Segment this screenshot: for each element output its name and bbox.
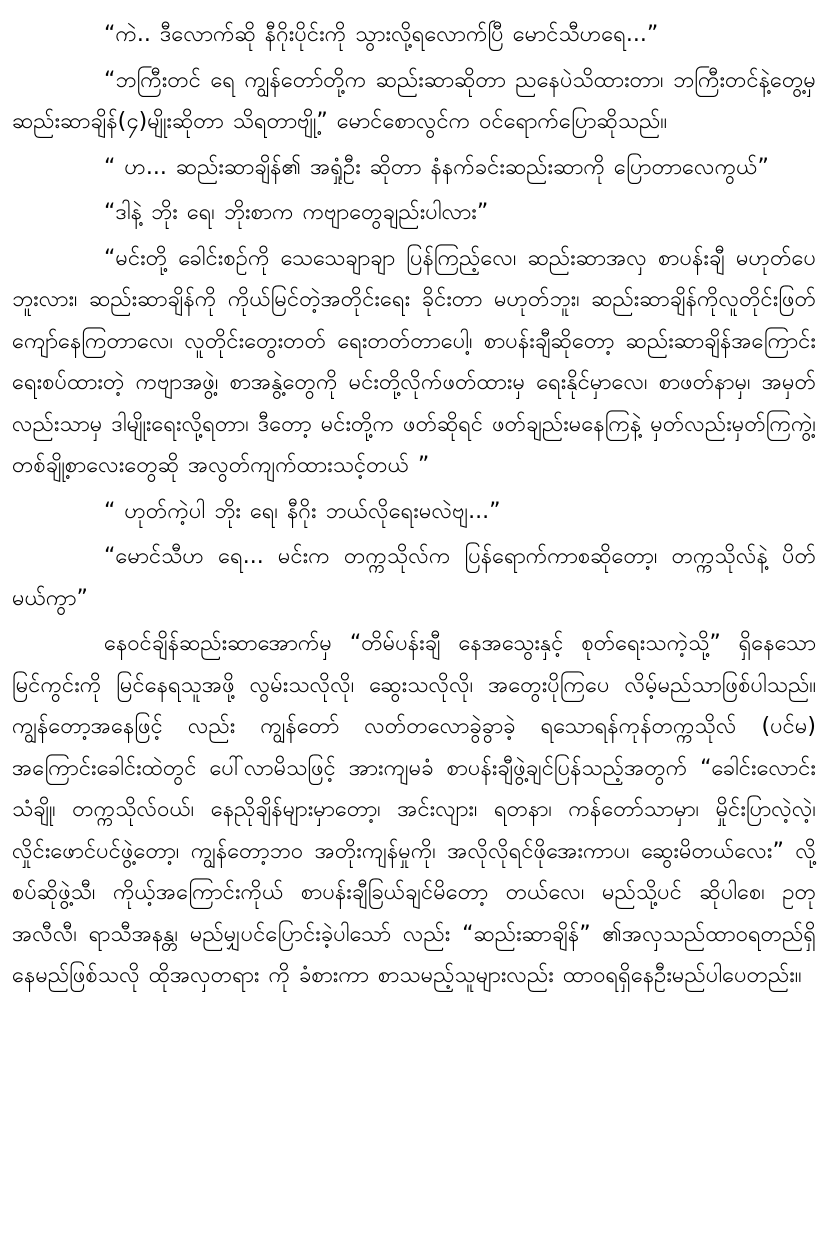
dialogue-paragraph: “ဒါနဲ့ ဘိုး ရေ၊ ဘိုးစာက ကဗျာတွေချည်းပါလား”	[104, 200, 489, 225]
dialogue-paragraph: “ ဟ... ဆည်းဆာချိန်၏ အရှုံဦး ဆိုတာ နံနက်ခင်းဆည်းဆာကို ပြောတာလေကွယ်”	[104, 154, 769, 180]
dialogue-paragraph: “ ဟုတ်ကဲ့ပါ ဘိုး ရေ၊ နီဂိုး ဘယ်လိုရေးမလဲဗျ...”	[104, 498, 501, 524]
dialogue-paragraph: “မင်းတို့ ခေါင်းစဉ်ကို သေသေချာချာ ပြန်ကြည့်လေ၊ ဆည်းဆာအလှ စာပန်းချီ မဟုတ်ပေဘူးလား၊ ဆည်းဆာချိန်ကို ကိုယ်မြင်တဲ့အတိုင်းရေး ခိုင်းတာ မဟုတ်ဘူး၊ ဆည်းဆာချိန်ကိုလူတိုင်းဖြတ်ကျော်နေကြတာလေ၊ လူတိုင်းတွေးတတ် ရေးတတ်တာပေါ့၊ စာပန်းချီဆိုတော့ ဆည်းဆာချိန်အကြောင်း ရေးစပ်ထားတဲ့ ကဗျာအဖွဲ့၊ စာအနွဲ့တွေကို မင်းတို့လိုက်ဖတ်ထားမှ ရေးနိုင်မှာလေ၊ စာဖတ်နာမှ၊ အမှတ် လည်းသာမှ ဒါမျိုးရေးလို့ရတာ၊ ဒီတော့ မင်းတို့က ဖတ်ဆိုရင် ဖတ်ချည်းမနေကြနဲ့ မှတ်လည်းမှတ်ကြကွဲ့၊ တစ်ချို့စာလေးတွေဆို အလွတ်ကျက်ထားသင့်တယ် ”	[12, 245, 816, 478]
dialogue-paragraph: “ကဲ.. ဒီလောက်ဆို နီဂိုးပိုင်းကို သွားလို့ရလောက်ပြီ မောင်သီဟရေ...”	[104, 22, 659, 47]
dialogue-paragraph: “မောင်သီဟ ရေ... မင်းက တက္ကသိုလ်က ပြန်ရောက်ကာစဆိုတော့၊ တက္ကသိုလ်နဲ့ ပိတ်မယ်ကွာ”	[12, 544, 816, 611]
narrative-paragraph: နေဝင်ချိန်ဆည်းဆာအောက်မှ “တိမ်ပန်းချီ နေအသွေးနှင့် စုတ်ရေးသကဲ့သို့” ရှိနေသောမြင်ကွင်းကို မြင်နေရသူအဖို့ လွမ်းသလိုလို၊ ဆွေးသလိုလို၊ အတွေးပိုကြပေ လိမ့်မည်သာဖြစ်ပါသည်။ ကျွန်တော့အနေဖြင့် လည်း ကျွန်တော် လတ်တလောခွဲခွာခဲ့ ရသောရန်ကုန်တက္ကသိုလ် (ပင်မ) အကြောင်းခေါင်းထဲတွင် ပေါ်လာမိသဖြင့် အားကျမခံ စာပန်းချီဖွဲ့ချင်ပြန်သည့်အတွက် “ခေါင်းလောင်းသံချို၊ တက္ကသိုလ်ဝယ်၊ နေညိုချိန်များမှာတော့၊ အင်းလျား၊ ရတနာ၊ ကန်တော်သာမှာ၊ မှိုင်းပြာလဲ့လဲ့၊ လှိုင်းဖောင်ပင်ဖွဲ့တော့၊ ကျွန်တော့ဘဝ အတိုးကျန်မှုကို၊ အလိုလိုရင်ဖိုအေးကာပ၊ ဆွေးမိတယ်လေး” လို့ စပ်ဆိုဖွဲ့သီ၊ ကိုယ့်အကြောင်းကိုယ် စာပန်းချီခြယ်ချင်မိတော့ တယ်လေ၊ မည်သို့ပင် ဆိုပါစေ၊ ဥတုအလီလီ၊ ရာသီအနန္တ၊ မည်မျှပင်ပြောင်းခဲ့ပါသော် လည်း “ဆည်းဆာချိန်” ၏အလှသည်ထာဝရတည်ရှိနေမည်ဖြစ်သလို ထိုအလှတရား ကို ခံစားကာ စာသမည့်သူများလည်း ထာဝရရှိနေဦးမည်ပါပေတည်း။	[12, 631, 816, 988]
dialogue-paragraph: “ဘကြီးတင် ရေ ကျွန်တော်တို့က ဆည်းဆာဆိုတာ ညနေပဲသိထားတာ၊ ဘကြီးတင်နဲ့တွေ့မှ ဆည်းဆာချိန်(၄)မျိုးဆိုတာ သိရတာဗျို့” မောင်စောလွင်က ဝင်ရောက်ပြောဆိုသည်။	[12, 67, 816, 134]
